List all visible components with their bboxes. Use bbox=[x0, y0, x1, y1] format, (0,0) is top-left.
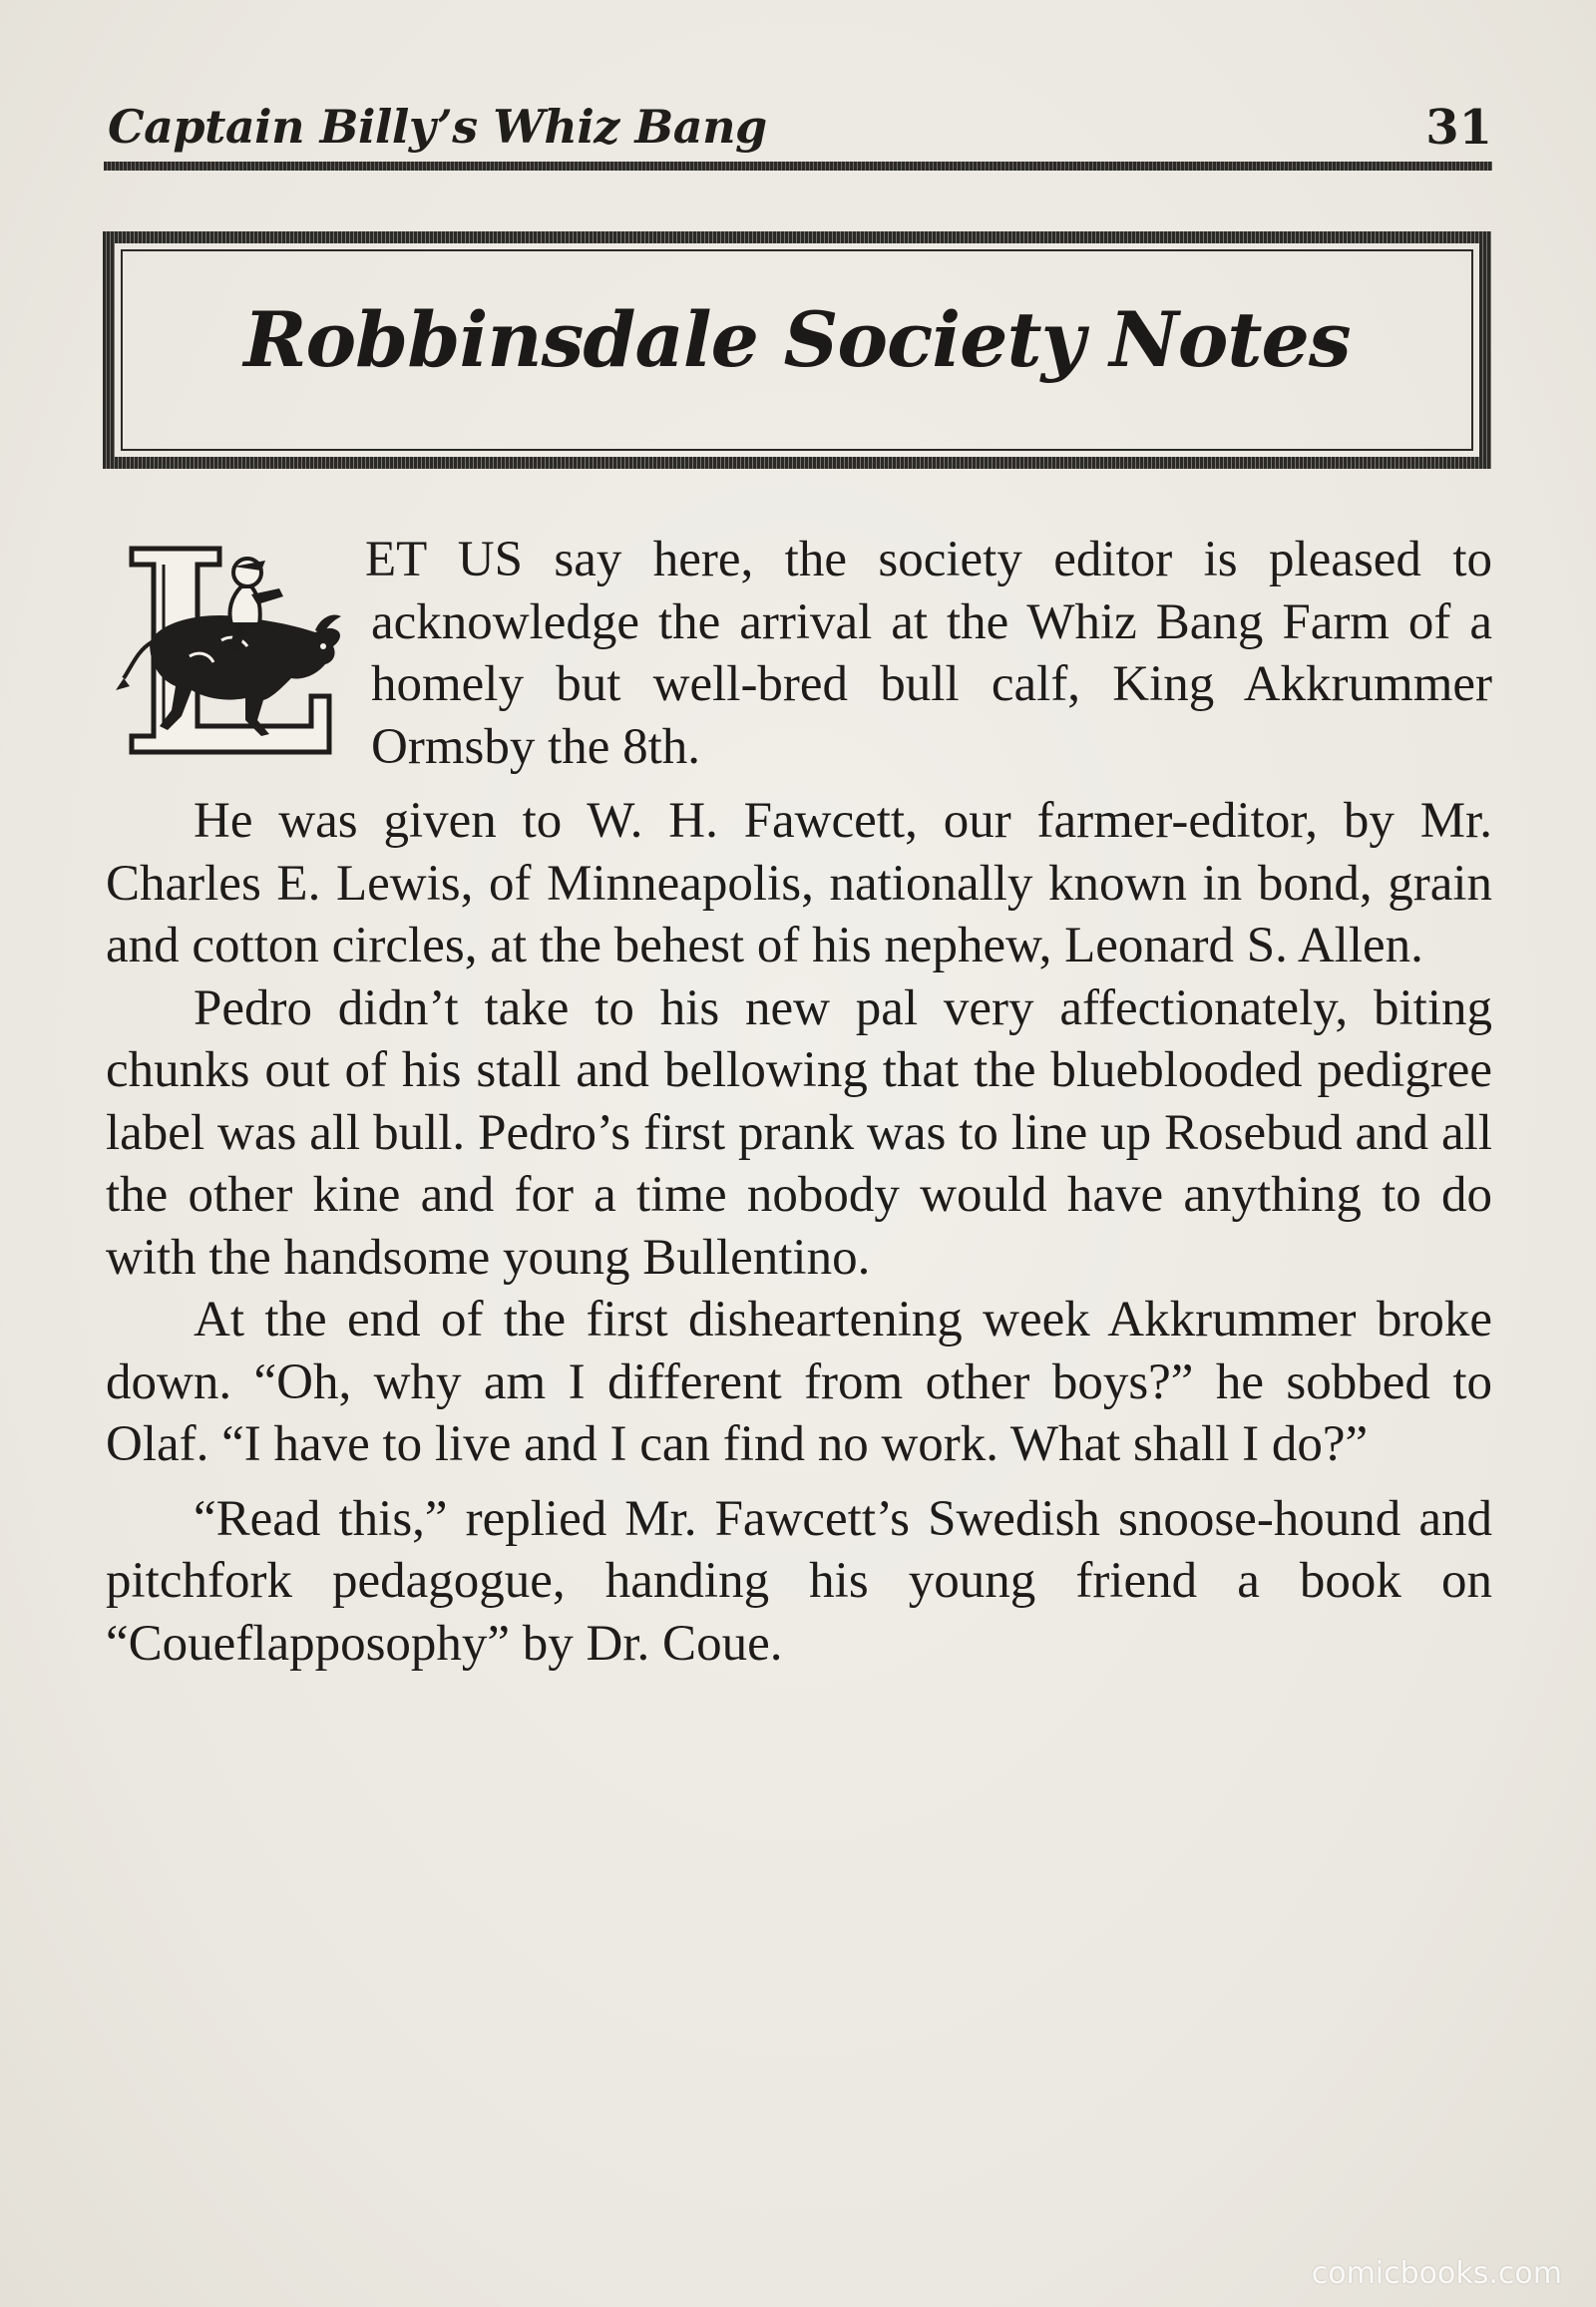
paragraph-1 bbox=[106, 529, 1492, 778]
title-box bbox=[103, 231, 1491, 469]
paragraph-3: Pedro didn’t take to his new pal very affectionately, biting chunks out of his stall and bellowing that the blueblooded pedigree label was all bull. Pedro’s first prank was to line up Rosebud and all the other kine and for a time nobody would have anything to do with the handsome young Bullentino. bbox=[106, 979, 1492, 1286]
page-number: 31 bbox=[1425, 100, 1492, 156]
paragraph-5: “Read this,” replied Mr. Fawcett’s Swedish snoose-hound and pitchfork pedagogue, handing his young friend a book on “Coueflapposophy” by Dr. Coue. bbox=[106, 1490, 1492, 1672]
article-body bbox=[106, 529, 1492, 1675]
watermark-text: comicbooks.com bbox=[1311, 2256, 1562, 2291]
article-title: Robbinsdale Society Notes bbox=[243, 295, 1351, 384]
bull-calf-with-rider-icon bbox=[102, 531, 357, 768]
running-head bbox=[104, 100, 1492, 160]
header-rule bbox=[104, 162, 1492, 171]
paragraph-1-text: ET US say here, the society editor is pleased to acknowledge the arrival at the Whiz Bang Farm of a homely but well-bred bull calf, King Akkrummer Ormsby the 8th. bbox=[365, 532, 1492, 775]
publication-title: Captain Billy’s Whiz Bang bbox=[108, 100, 767, 154]
drop-cap-illustration bbox=[102, 531, 357, 768]
paragraph-4: At the end of the first disheartening week Akkrummer broke down. “Oh, why am I different from other boys?” he sobbed to Olaf. “I have to live and I can find no work. What shall I do?” bbox=[106, 1292, 1492, 1472]
paragraph-2: He was given to W. H. Fawcett, our farmer-editor, by Mr. Charles E. Lewis, of Minneapolis, nationally known in bond, grain and cotton circles, at the behest of his nephew, Leonard S. Allen. bbox=[106, 793, 1492, 973]
